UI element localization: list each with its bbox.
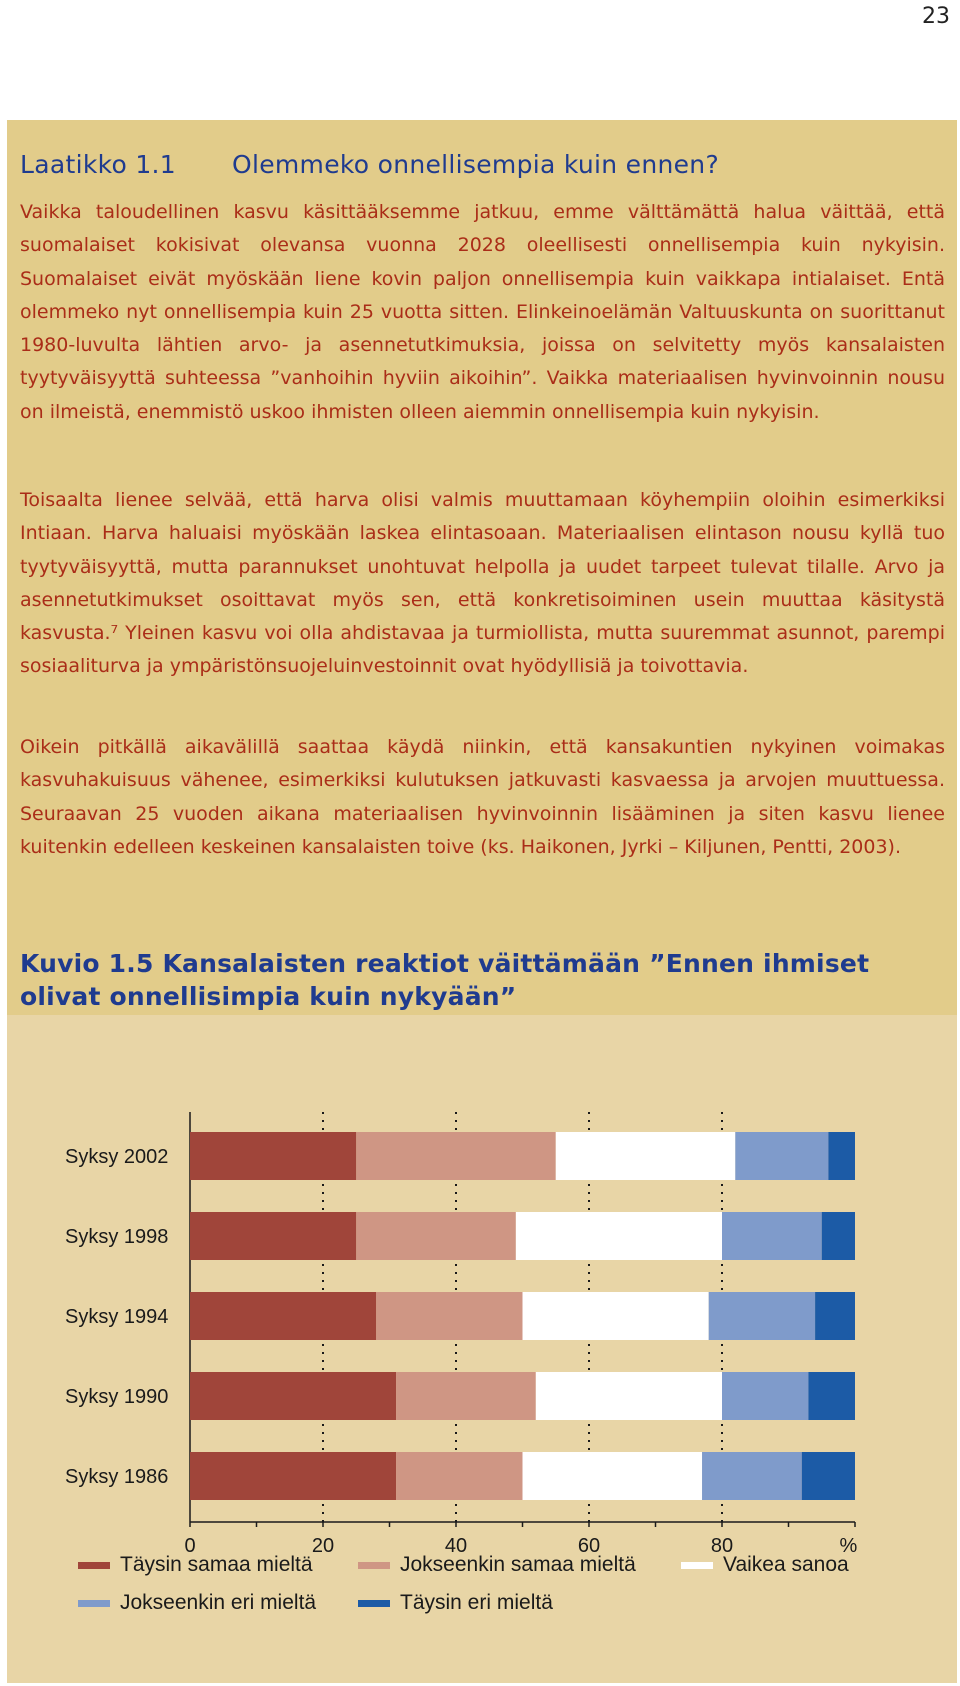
bar-segment-4-3: [709, 1292, 815, 1340]
legend-swatch: [358, 1562, 390, 1569]
legend-label: Täysin eri mieltä: [400, 1591, 553, 1614]
box-title: Olemmeko onnellisempia kuin ennen?: [232, 150, 720, 179]
category-label: Syksy 1986: [65, 1466, 169, 1488]
bar-segment-2-2: [356, 1212, 516, 1260]
chart-category-labels: [65, 1146, 168, 1488]
legend-label: Vaikea sanoa: [723, 1553, 849, 1576]
x-tick-label: 60: [577, 1535, 601, 1557]
bar-segment-5-2: [822, 1212, 855, 1260]
x-tick-label: %: [839, 1535, 858, 1557]
category-label: Syksy 1990: [65, 1386, 169, 1408]
box-paragraph-3: Oikein pitkällä aikavälillä saattaa käydä niinkin, että kansakuntien nykyinen voimakas kasvuhakuisuus vähenee, esimerkiksi kulutuksen jatkuvasti kasvaessa ja arvojen muuttuessa. Seuraavan 25 vuoden aikana materiaalisen hyvinvoinnin lisääminen ja siten kasvu lienee kuitenkin edelleen keskeinen kansalaisten toive (ks. Haikonen, Jyrki – Kiljunen, Pentti, 2003).: [20, 736, 945, 858]
bar-segment-2-1: [356, 1132, 556, 1180]
category-label: Syksy 2002: [65, 1146, 169, 1168]
legend-item: [358, 1553, 636, 1577]
legend-label: Jokseenkin samaa mieltä: [400, 1553, 636, 1576]
bar-segment-5-4: [808, 1372, 855, 1420]
bar-segment-4-5: [702, 1452, 802, 1500]
bar-segment-5-1: [828, 1132, 855, 1180]
bar-segment-4-1: [735, 1132, 828, 1180]
x-tick-label: 40: [444, 1535, 468, 1557]
bar-segment-5-3: [815, 1292, 855, 1340]
legend-label: Täysin samaa mieltä: [120, 1553, 313, 1576]
box-paragraph-2: Toisaalta lienee selvää, että harva olisi valmis muuttamaan köyhempiin oloihin esimerkiksi Intiaan. Harva haluaisi myöskään laskea elintasoaan. Materiaalisen elintason nousu kyllä tuo tyytyväisyyttä, mutta parannukset unohtuvat helpolla ja uudet tarpeet tulevat tilalle. Arvo ja asennetutkimukset osoittavat myös sen, että konkretisoiminen usein muuttaa käsitystä kasvusta.⁷ Yleinen kasvu voi olla ahdistavaa ja turmiollista, mutta suuremmat asunnot, parempi sosiaaliturva ja ympäristönsuojeluinvestoinnit ovat hyödyllisiä ja toivottavia.: [20, 489, 945, 678]
legend-swatch: [78, 1600, 110, 1607]
legend-label: Jokseenkin eri mieltä: [120, 1591, 317, 1614]
bar-segment-4-4: [722, 1372, 808, 1420]
legend-swatch: [681, 1562, 713, 1569]
bar-segment-1-2: [190, 1212, 356, 1260]
bar-segment-4-2: [722, 1212, 822, 1260]
bar-segment-3-1: [556, 1132, 736, 1180]
x-tick-label: 0: [184, 1535, 196, 1557]
bar-segment-2-5: [396, 1452, 522, 1500]
figure-title: Kuvio 1.5 Kansalaisten reaktiot väittämään ”Ennen ihmiset olivat onnellisimpia kuin nykyään”: [20, 949, 870, 1011]
chart-legend: [78, 1553, 938, 1633]
legend-item: [78, 1591, 316, 1615]
bar-segment-3-3: [523, 1292, 709, 1340]
bar-segment-2-3: [376, 1292, 522, 1340]
bar-segment-1-4: [190, 1372, 396, 1420]
bar-segment-2-4: [396, 1372, 536, 1420]
legend-item: [681, 1553, 849, 1577]
box-paragraph-1: Vaikka taloudellinen kasvu käsittääksemme jatkuu, emme välttämättä halua väittää, että suomalaiset kokisivat olevansa vuonna 2028 oleellisesti onnellisempia kuin nykyisin. Suomalaiset eivät myöskään liene kovin paljon onnellisempia kuin vaikkapa intialaiset. Entä olemmeko nyt onnellisempia kuin 25 vuotta sitten. Elinkeinoelämän Valtuuskunta on suorittanut 1980-luvulta lähtien arvo- ja asennetutkimuksia, joissa on selvitetty myös kansalaisten tyytyväisyyttä suhteessa ”vanhoihin hyviin aikoihin”. Vaikka materiaalisen hyvinvoinnin nousu on ilmeistä, enemmistö uskoo ihmisten olleen aiemmin onnellisempia kuin nykyisin.: [20, 201, 945, 423]
legend-swatch: [78, 1562, 110, 1569]
category-label: Syksy 1994: [65, 1306, 169, 1328]
legend-item: [78, 1553, 313, 1577]
legend-swatch: [358, 1600, 390, 1607]
x-tick-label: 20: [311, 1535, 335, 1557]
page-number: 23: [922, 4, 950, 29]
category-label: Syksy 1998: [65, 1226, 169, 1248]
x-tick-label: 80: [710, 1535, 734, 1557]
bar-segment-1-5: [190, 1452, 396, 1500]
legend-item: [358, 1591, 553, 1615]
bar-segment-3-2: [516, 1212, 722, 1260]
bar-segment-5-5: [802, 1452, 855, 1500]
bar-segment-1-3: [190, 1292, 376, 1340]
bar-segment-1-1: [190, 1132, 356, 1180]
chart-bars: [190, 1132, 855, 1500]
box-label: Laatikko 1.1: [20, 150, 176, 179]
bar-segment-3-4: [536, 1372, 722, 1420]
bar-segment-3-5: [523, 1452, 703, 1500]
